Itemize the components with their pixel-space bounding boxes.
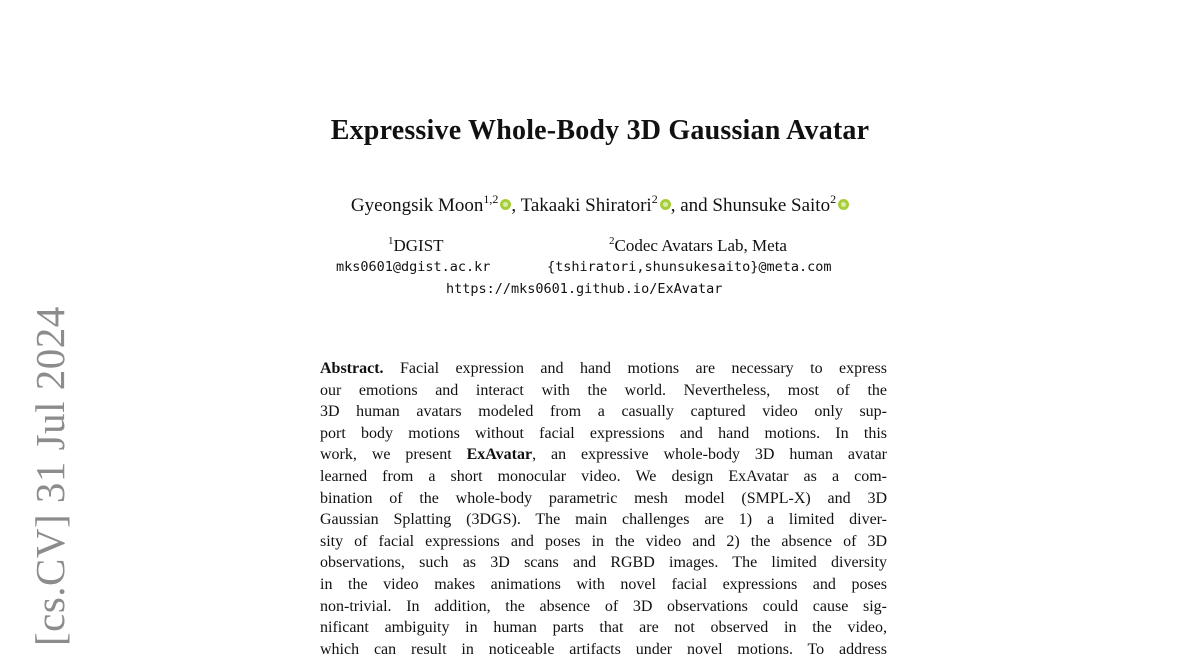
abstract-line: which can result in noticeable artifacts under novel motions. To address xyxy=(320,640,887,658)
email-1[interactable]: mks0601@dgist.ac.kr xyxy=(336,259,491,275)
author-separator: , xyxy=(511,195,521,216)
project-url-link[interactable]: https://mks0601.github.io/ExAvatar xyxy=(446,281,723,297)
abstract-line: port body motions without facial expressions and hand motions. In this xyxy=(320,424,887,442)
abstract xyxy=(320,358,887,660)
abstract-line: 3D human avatars modeled from a casually captured video only sup- xyxy=(320,403,887,421)
orcid-icon[interactable] xyxy=(838,199,849,210)
affiliation-sup: 2 xyxy=(609,235,615,247)
abstract-line: Abstract. Facial expression and hand motions are necessary to express xyxy=(320,360,887,377)
affiliation-name: DGIST xyxy=(393,236,444,255)
author-name[interactable]: Gyeongsik Moon xyxy=(350,195,484,216)
abstract-line: Gaussian Splatting (3DGS). The main challenges are 1) a limited diver- xyxy=(320,511,887,529)
arxiv-stamp: [cs.CV] 31 Jul 2024 xyxy=(27,306,73,646)
abstract-line: non-trivial. In addition, the absence of 3D observations could cause sig- xyxy=(320,597,887,615)
author-affil-sup: 1,2 xyxy=(483,192,499,206)
author-list xyxy=(0,192,1200,217)
abstract-heading: Abstract. xyxy=(320,360,384,377)
abstract-line: observations, such as 3D scans and RGBD images. The limited diversity xyxy=(320,554,887,572)
abstract-line: bination of the whole-body parametric mesh model (SMPL-X) and 3D xyxy=(320,489,887,507)
author-affil-sup: 2 xyxy=(830,192,837,206)
method-name: ExAvatar xyxy=(466,446,533,464)
orcid-icon[interactable] xyxy=(660,199,671,210)
affiliation-sup: 1 xyxy=(388,235,394,247)
email-2[interactable]: {tshiratori,shunsukesaito}@meta.com xyxy=(547,259,832,275)
orcid-icon[interactable] xyxy=(500,199,511,210)
affiliation-name: Codec Avatars Lab, Meta xyxy=(614,236,787,255)
abstract-line: nificant ambiguity in human parts that are not observed in the video, xyxy=(320,619,887,637)
affiliation-2 xyxy=(609,235,787,256)
abstract-line: in the video makes animations with novel facial expressions and poses xyxy=(320,575,887,593)
author-name[interactable]: Takaaki Shiratori xyxy=(520,195,652,216)
abstract-line: learned from a short monocular video. We design ExAvatar as a com- xyxy=(320,467,887,485)
author-affil-sup: 2 xyxy=(651,192,658,206)
affiliation-1 xyxy=(388,235,444,256)
paper-title: Expressive Whole-Body 3D Gaussian Avatar xyxy=(330,115,870,146)
abstract-line: sity of facial expressions and poses in the video and 2) the absence of 3D xyxy=(320,532,887,550)
author-separator: , and xyxy=(670,195,713,216)
abstract-line: our emotions and interact with the world. Nevertheless, most of the xyxy=(320,381,887,399)
abstract-line: work, we present ExAvatar, an expressive whole-body 3D human avatar xyxy=(320,446,887,464)
author-name[interactable]: Shunsuke Saito xyxy=(712,195,831,216)
